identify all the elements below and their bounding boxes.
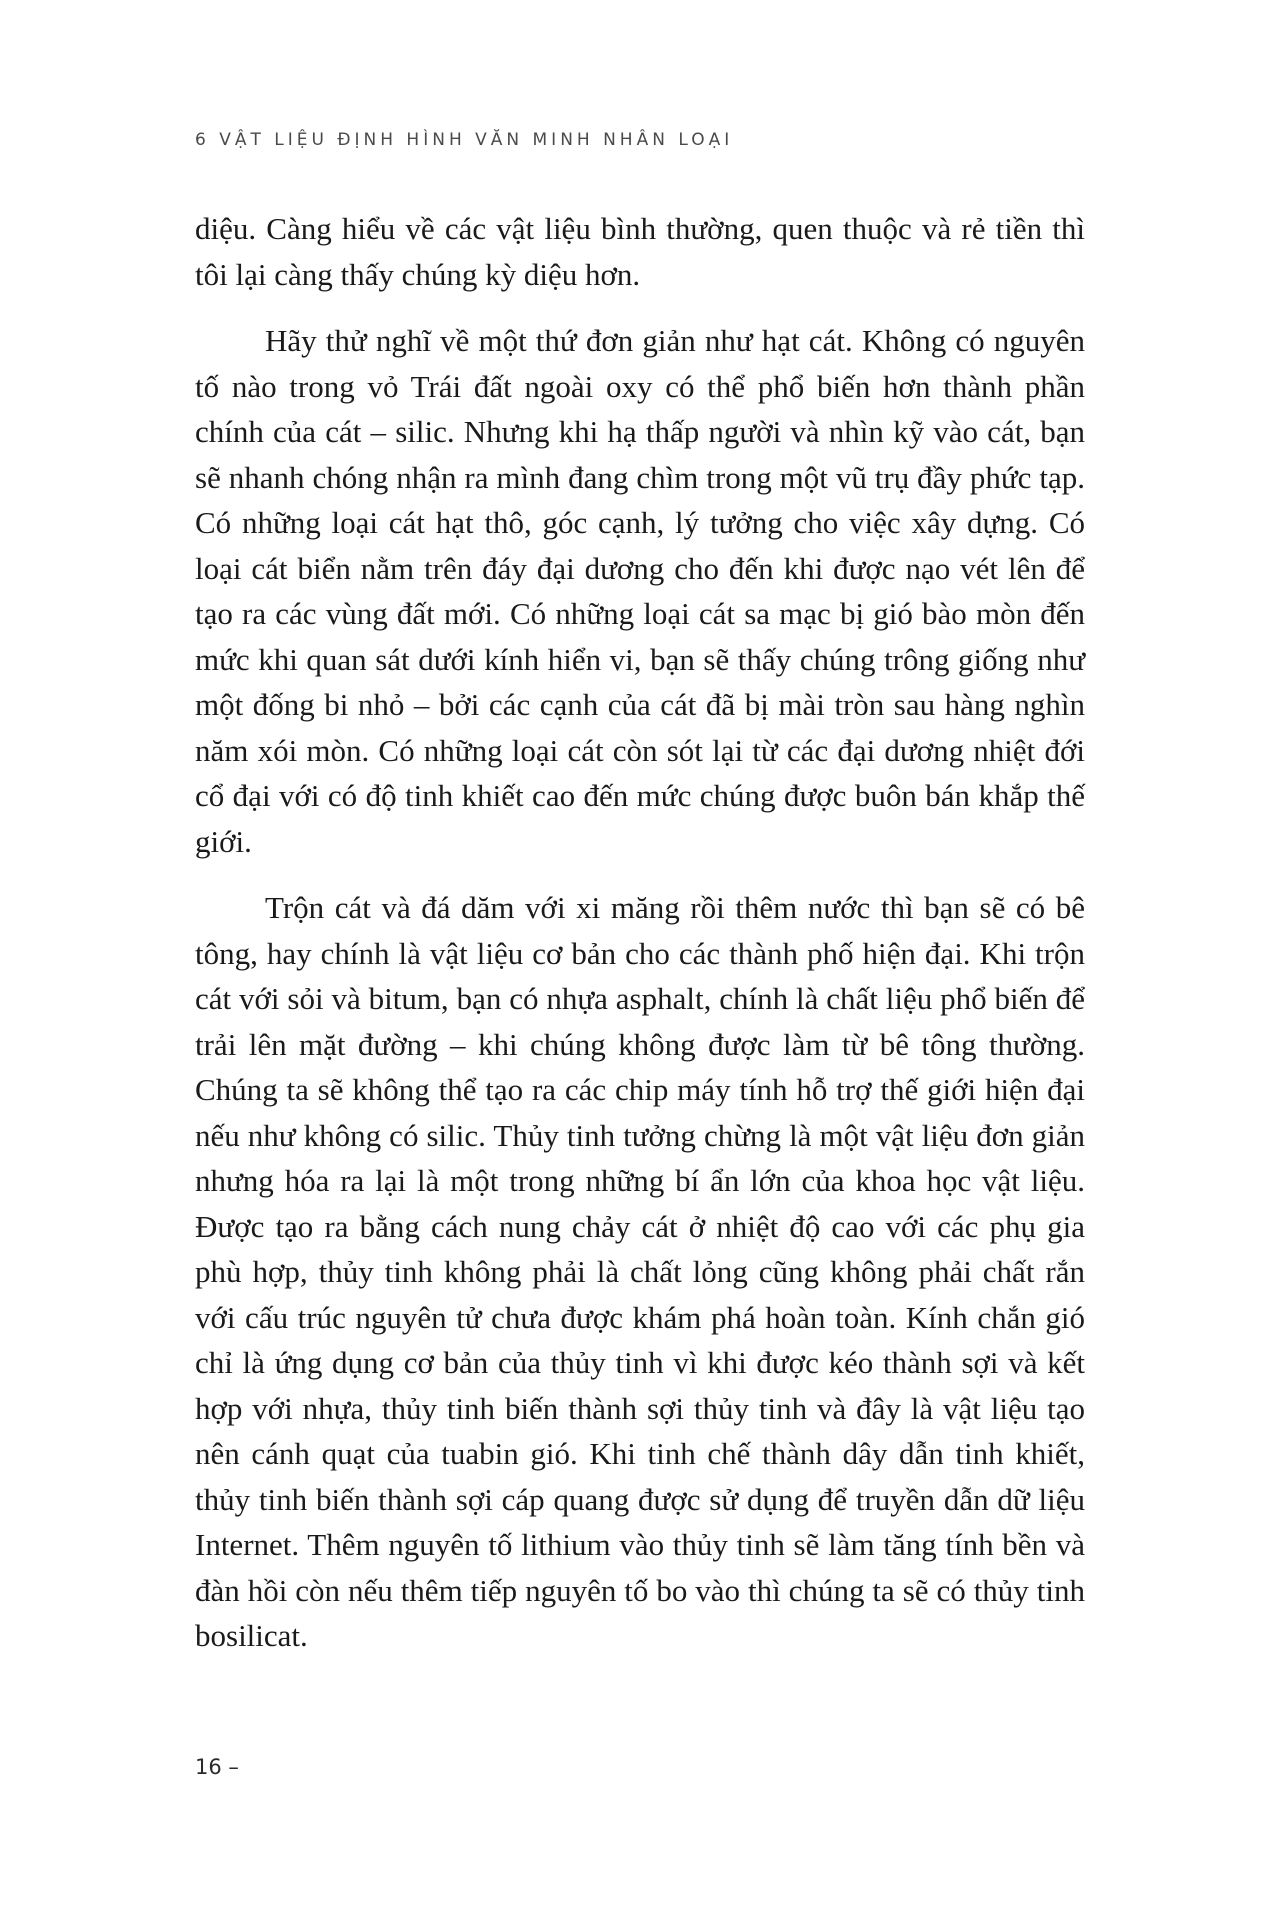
paragraph-sand: Hãy thử nghĩ về một thứ đơn giản như hạt cát. Không có nguyên tố nào trong vỏ Trái đất ngoài oxy có thể phổ biến hơn thành phần chính của cát – silic. Nhưng khi hạ thấp người và nhìn kỹ vào cát, bạn sẽ nhanh chóng nhận ra mình đang chìm trong một vũ trụ đầy phức tạp. Có những loại cát hạt thô, góc cạnh, lý tưởng cho việc xây dựng. Có loại cát biển nằm trên đáy đại dương cho đến khi được nạo vét lên để tạo ra các vùng đất mới. Có những loại cát sa mạc bị gió bào mòn đến mức khi quan sát dưới kính hiển vi, bạn sẽ thấy chúng trông giống như một đống bi nhỏ – bởi các cạnh của cát đã bị mài tròn sau hàng nghìn năm xói mòn. Có những loại cát còn sót lại từ các đại dương nhiệt đới cổ đại với có độ tinh khiết cao đến mức chúng được buôn bán khắp thế giới. [195,323,1085,859]
body-text [195,206,1085,1680]
paragraph-concrete-glass: Trộn cát và đá dăm với xi măng rồi thêm nước thì bạn sẽ có bê tông, hay chính là vật liệu cơ bản cho các thành phố hiện đại. Khi trộn cát với sỏi và bitum, bạn có nhựa asphalt, chính là chất liệu phổ biến để trải lên mặt đường – khi chúng không được làm từ bê tông thường. Chúng ta sẽ không thể tạo ra các chip máy tính hỗ trợ thế giới hiện đại nếu như không có silic. Thủy tinh tưởng chừng là một vật liệu đơn giản nhưng hóa ra lại là một trong những bí ẩn lớn của khoa học vật liệu. Được tạo ra bằng cách nung chảy cát ở nhiệt độ cao với các phụ gia phù hợp, thủy tinh không phải là chất lỏng cũng không phải chất rắn với cấu trúc nguyên tử chưa được khám phá hoàn toàn. Kính chắn gió chỉ là ứng dụng cơ bản của thủy tinh vì khi được kéo thành sợi và kết hợp với nhựa, thủy tinh biến thành sợi thủy tinh và đây là vật liệu tạo nên cánh quạt của tuabin gió. Khi tinh chế thành dây dẫn tinh khiết, thủy tinh biến thành sợi cáp quang được sử dụng để truyền dẫn dữ liệu Internet. Thêm nguyên tố lithium vào thủy tinh sẽ làm tăng tính bền và đàn hồi còn nếu thêm tiếp nguyên tố bo vào thì chúng ta sẽ có thủy tinh bosilicat. [195,890,1085,1653]
paragraph-continuation: diệu. Càng hiểu về các vật liệu bình thường, quen thuộc và rẻ tiền thì tôi lại càng thấy chúng kỳ diệu hơn. [195,211,1085,292]
running-header-title: 6 VẬT LIỆU ĐỊNH HÌNH VĂN MINH NHÂN LOẠI [195,130,734,150]
page-number: 16 – [195,1755,239,1779]
